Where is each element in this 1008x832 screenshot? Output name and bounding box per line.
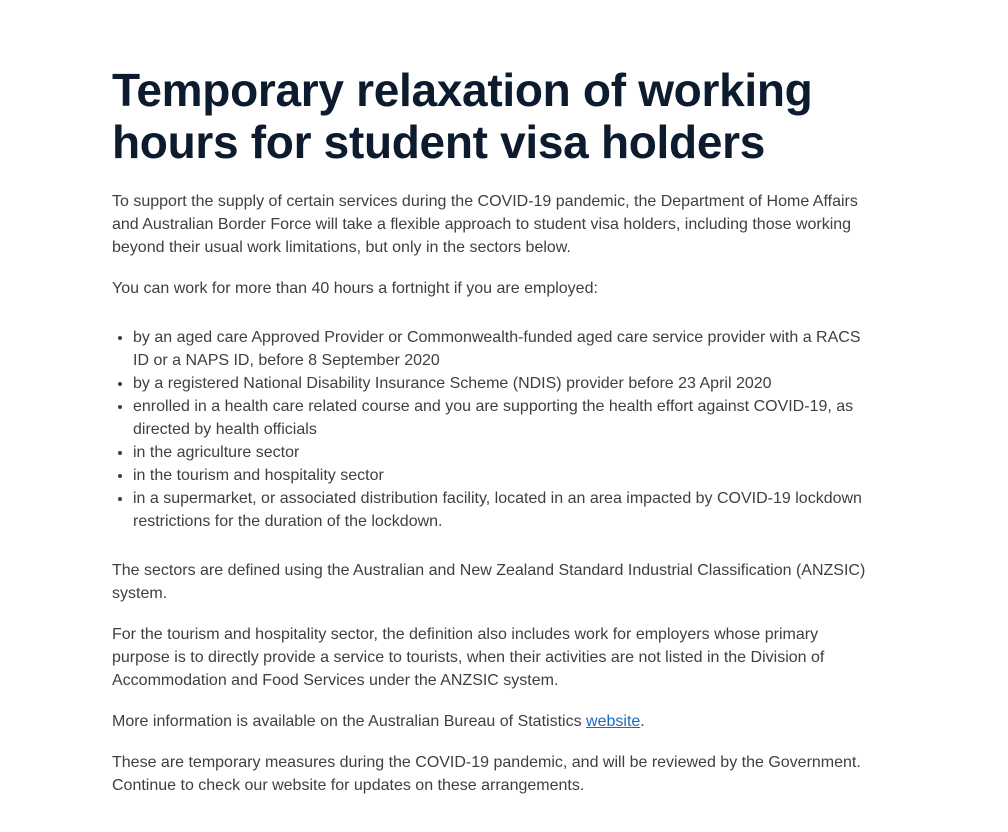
tourism-definition-paragraph: For the tourism and hospitality sector, the definition also includes work for employers whose primary purpose is to directly provide a service to tourists, when their activities are not listed in the Division of Accommodation and Food Services under the ANZSIC system. bbox=[112, 626, 825, 689]
article-content bbox=[112, 64, 872, 815]
more-info-suffix: . bbox=[640, 713, 645, 730]
list-item: • by a registered National Disability Insurance Scheme (NDIS) provider before 23 April 2020 bbox=[133, 372, 872, 395]
intro-paragraph: To support the supply of certain services during the COVID-19 pandemic, the Department of Home Affairs and Australian Border Force will take a flexible approach to student visa holders, including those working beyond their usual work limitations, but only in the sectors below. bbox=[112, 193, 858, 256]
list-item: • enrolled in a health care related course and you are supporting the health effort against COVID-19, as directed by health officials bbox=[133, 395, 872, 441]
sectors-defined-paragraph: The sectors are defined using the Australian and New Zealand Standard Industrial Classification (ANZSIC) system. bbox=[112, 562, 866, 602]
abs-website-link[interactable]: website bbox=[586, 713, 641, 730]
closing-paragraph: These are temporary measures during the COVID-19 pandemic, and will be reviewed by the Government. Continue to check our website for updates on these arrangements. bbox=[112, 754, 861, 794]
list-item: • in the tourism and hospitality sector bbox=[133, 464, 872, 487]
more-info-paragraph bbox=[112, 710, 872, 733]
list-item: • by an aged care Approved Provider or Commonwealth-funded aged care service provider with a RACS ID or a NAPS ID, before 8 September 2020 bbox=[133, 326, 872, 372]
page-title: Temporary relaxation of working hours for student visa holders bbox=[112, 64, 813, 168]
list-item: • in a supermarket, or associated distribution facility, located in an area impacted by COVID-19 lockdown restrictions for the duration of the lockdown. bbox=[133, 487, 872, 533]
conditions-list bbox=[112, 326, 872, 533]
lead-in-paragraph: You can work for more than 40 hours a fortnight if you are employed: bbox=[112, 280, 598, 297]
list-item: • in the agriculture sector bbox=[133, 441, 872, 464]
more-info-text: More information is available on the Australian Bureau of Statistics bbox=[112, 713, 587, 730]
